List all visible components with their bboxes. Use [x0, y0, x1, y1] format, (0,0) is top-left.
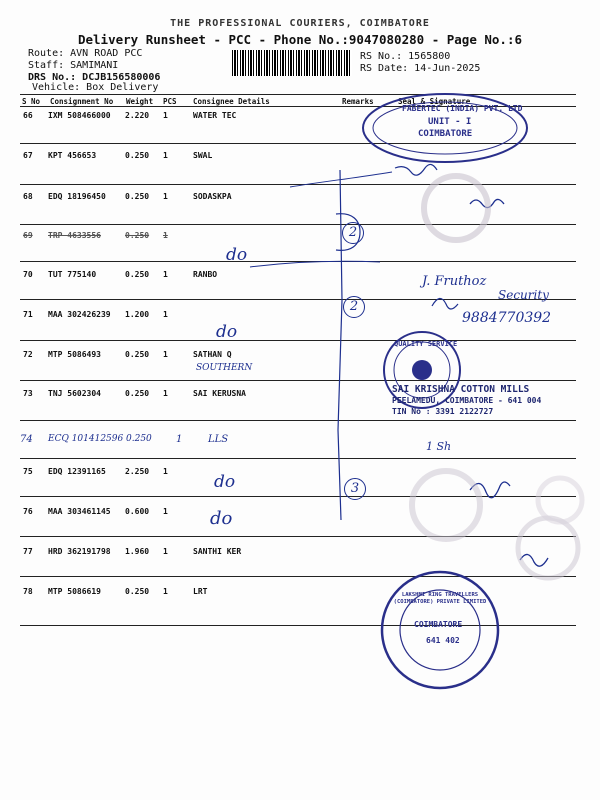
row-consignee: WATER TEC	[193, 111, 237, 120]
handwritten-southern: SOUTHERN	[196, 363, 253, 373]
row-weight: 2.220	[125, 111, 150, 120]
row-weight: 2.250	[125, 467, 150, 476]
row-pcs: 1	[163, 467, 168, 476]
page-title: Delivery Runsheet - PCC - Phone No.:9047080280 - Page No.:6	[77, 32, 522, 47]
row-consignee: SATHAN Q	[193, 350, 232, 359]
row-consignee: RANBO	[193, 270, 218, 279]
row-consignment: ECQ 101412596	[48, 434, 124, 444]
col-consignment: Consignment No	[50, 97, 114, 106]
row-weight: 0.250	[126, 434, 152, 444]
circled-mark: 3	[344, 478, 366, 500]
drs-number: DRS No.: DCJB156580006	[28, 72, 161, 83]
row-pcs: 1	[163, 547, 168, 556]
row-sno: 77	[23, 547, 33, 556]
col-seal: Seal & Signature	[398, 97, 471, 106]
row-consignment: TNJ 5602304	[48, 389, 101, 398]
company-name: THE PROFESSIONAL COURIERS, COIMBATORE	[170, 18, 430, 29]
stamp-lakshmi-city: COIMBATORE	[414, 620, 463, 629]
row-weight: 0.250	[125, 587, 150, 596]
row-consignment: MTP 5086493	[48, 350, 101, 359]
row-weight: 0.250	[125, 192, 150, 201]
row-pcs: 1	[163, 587, 168, 596]
row-pcs: 1	[163, 270, 168, 279]
row-weight: 0.250	[125, 231, 150, 240]
row-weight: 0.250	[125, 270, 150, 279]
row-sno: 71	[23, 310, 33, 319]
row-weight: 0.250	[125, 389, 150, 398]
row-consignment: HRD 362191798	[48, 547, 111, 556]
stamp-cotton-mills	[392, 384, 541, 417]
col-remarks: Remarks	[342, 97, 374, 106]
row-pcs: 1	[163, 151, 168, 160]
row-consignment: TRP 4633556	[48, 231, 101, 240]
stamp-cotton-addr: PEELAMEDU, COIMBATORE - 641 004	[392, 396, 542, 405]
stamp-fabertec-city: COIMBATORE	[418, 129, 473, 139]
col-pcs: PCS	[163, 97, 177, 106]
col-weight: Weight	[126, 97, 154, 106]
row-pcs: 1	[163, 389, 168, 398]
row-consignee: LRT	[193, 587, 208, 596]
row-sno: 74	[20, 434, 33, 445]
row-sno: 68	[23, 192, 33, 201]
route-label: Route: AVN ROAD PCC	[28, 48, 143, 59]
rs-number: RS No.: 1565800	[360, 51, 451, 62]
stamp-lakshmi-pin: 641 402	[426, 636, 460, 645]
row-sno: 76	[23, 507, 33, 516]
row-pcs: 1	[163, 192, 168, 201]
row-sno: 66	[23, 111, 33, 120]
row-sno: 78	[23, 587, 33, 596]
col-sno: S No	[22, 97, 41, 106]
row-sno: 73	[23, 389, 33, 398]
row-sno: 67	[23, 151, 33, 160]
row-consignment: MAA 302426239	[48, 310, 111, 319]
row-consignment: KPT 456653	[48, 151, 97, 160]
col-consignee: Consignee Details	[193, 97, 270, 106]
row-consignee: SAI KERUSNA	[193, 389, 246, 398]
row-consignee: LLS	[208, 434, 229, 445]
stamp-cotton-tin: TIN No : 3391 2122727	[392, 407, 494, 416]
row-consignment: MTP 5086619	[48, 587, 101, 596]
stamp-cotton-name: SAI KRISHNA COTTON MILLS	[392, 384, 530, 395]
handwritten-phone: 9884770392	[462, 310, 552, 326]
row-weight: 1.200	[125, 310, 150, 319]
row-pcs: 1	[163, 350, 168, 359]
stamp-quality: QUALITY SERVICE	[394, 340, 458, 348]
row-consignee: SANTHI KER	[193, 547, 242, 556]
row-weight: 1.960	[125, 547, 150, 556]
handwritten-note: 1 Sh	[426, 440, 452, 453]
stamp-lakshmi-name: LAKSHMI RING TRAVELLERS (COIMBATORE) PRIVATE LIMITED	[393, 592, 487, 605]
row-consignment: MAA 303461145	[48, 507, 111, 516]
row-pcs: 1	[176, 434, 183, 445]
row-consignment: IXM 508466000	[48, 111, 111, 120]
row-weight: 0.250	[125, 350, 150, 359]
handwritten-do: do	[210, 508, 233, 529]
row-pcs: 1	[163, 507, 168, 516]
handwritten-name: J. Fruthoz	[422, 274, 487, 289]
row-consignment: TUT 775140	[48, 270, 97, 279]
row-consignee: SODASKPA	[193, 192, 232, 201]
row-sno: 69	[23, 231, 33, 240]
handwritten-do: do	[216, 322, 238, 342]
rs-date: RS Date: 14-Jun-2025	[360, 63, 481, 74]
row-pcs: 1	[163, 111, 168, 120]
row-weight: 0.600	[125, 507, 150, 516]
stamp-fabertec-unit: UNIT - I	[428, 117, 472, 127]
circled-mark: 2	[343, 296, 365, 318]
stamp-fabertec-name: FABERTEC (INDIA) PVT. LTD	[402, 104, 523, 113]
row-sno: 70	[23, 270, 33, 279]
handwritten-security: Security	[498, 288, 549, 302]
row-consignee: SWAL	[193, 151, 213, 160]
handwritten-do: do	[214, 472, 236, 492]
staff-label: Staff: SAMIMANI	[28, 60, 119, 71]
handwritten-do: do	[226, 245, 248, 265]
row-consignment: EDQ 18196450	[48, 192, 106, 201]
circled-mark: 2	[342, 222, 364, 244]
row-consignment: EDQ 12391165	[48, 467, 106, 476]
row-sno: 72	[23, 350, 33, 359]
row-pcs: 1	[163, 310, 168, 319]
row-pcs: 1	[163, 231, 168, 240]
vehicle-label: Vehicle: Box Delivery	[32, 82, 159, 93]
row-weight: 0.250	[125, 151, 150, 160]
row-sno: 75	[23, 467, 33, 476]
